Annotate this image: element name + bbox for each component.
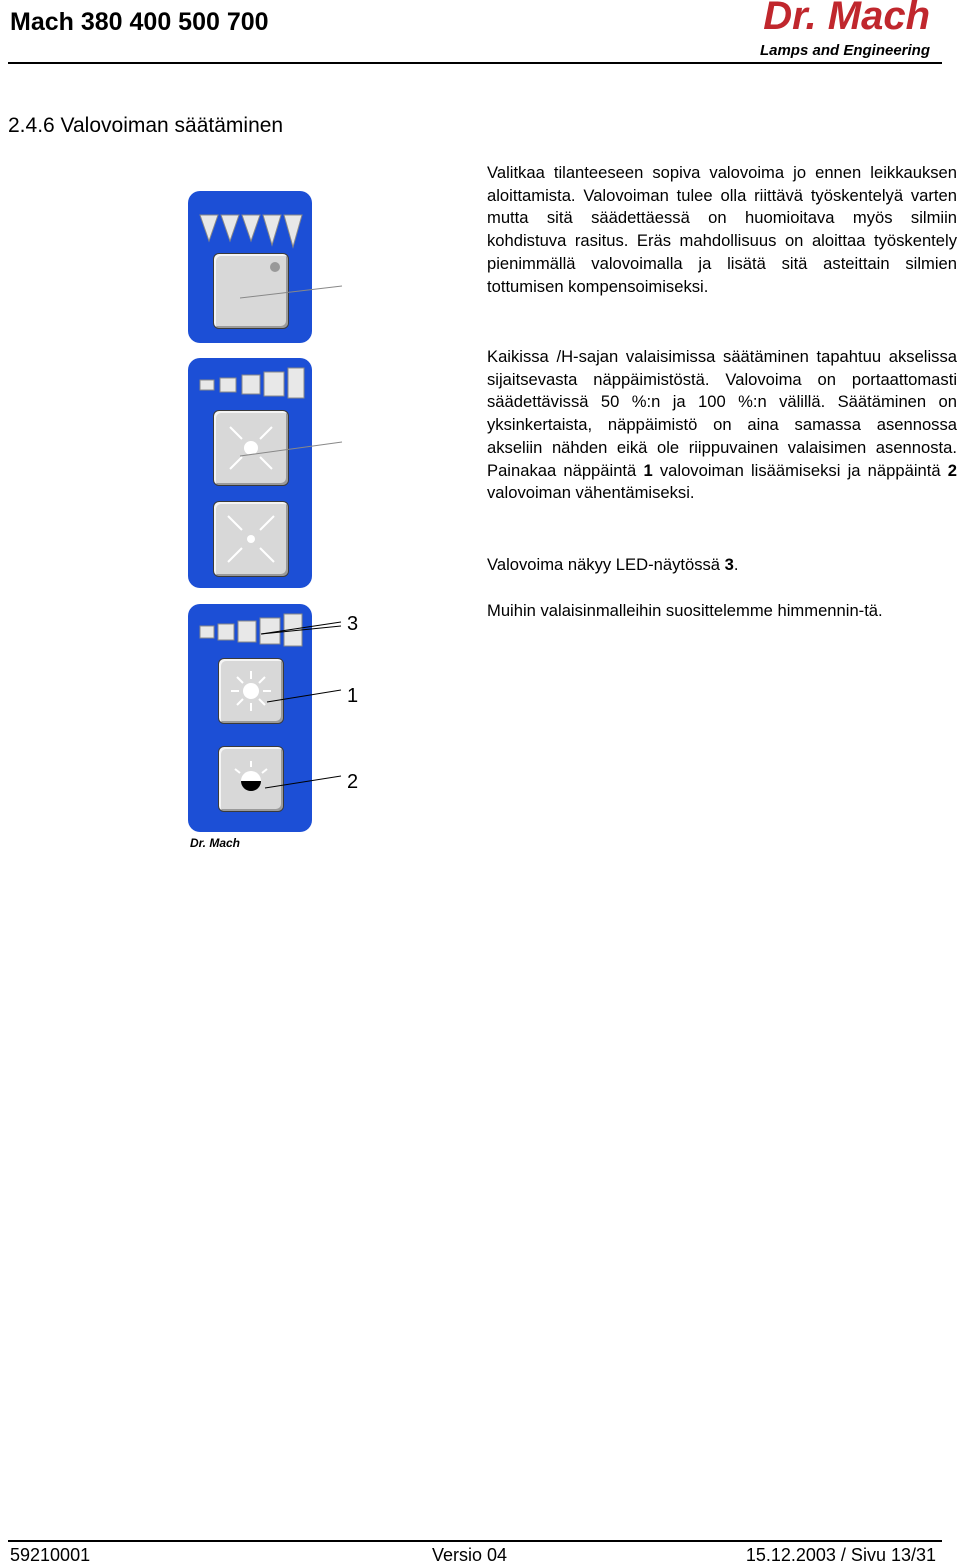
brand-logo: Dr. Mach [763,0,930,38]
pointer-line-b [240,440,344,460]
callout-2: 2 [347,771,359,793]
section-heading: 2.4.6 Valovoiman säätäminen [8,114,284,137]
footer-version: Versio 04 [432,1545,508,1565]
footer-doc-number: 59210001 [10,1545,91,1565]
led-dot-icon [270,262,280,272]
keypad-panel-b [188,358,312,588]
callout-lines [255,612,345,802]
brand-tagline: Lamps and Engineering [759,42,930,59]
paragraph-dimmer: Muihin valaisinmalleihin suosittelemme himmennin-tä. [487,601,883,620]
paragraph-led-text-a: Valovoima näkyy LED-näytössä [487,555,725,574]
pointer-line-a [240,282,344,302]
callout-3: 3 [347,613,359,635]
paragraph-keypad [487,346,957,505]
led-bar-icon [188,358,312,398]
footer-date-page: 15.12.2003 / Sivu 13/31 [745,1545,936,1565]
key-ref-1: 1 [643,460,653,480]
paragraph-keypad-text-a: Kaikissa /H-sajan valaisimissa säätäminen tapahtuu akselissa sijaitsevasta näppäimistöstä. Valovoima on portaattomasti säädettävissä 50 %:n ja 100 %:n välillä. Säätäminen on yksinkertaista, näppäimistö on aina samassa asennossa akseliin nähden eikä ole riippuvainen valaisimen asennosta. Painakaa näppäintä [487,347,957,480]
paragraph-led [487,554,957,577]
arrows-in-icon [214,502,288,576]
paragraph-keypad-text-b: valovoiman lisäämiseksi ja näppäintä [652,460,948,480]
header-rule [8,62,942,64]
decrease-button[interactable] [213,501,289,577]
figure-logo: Dr. Mach [190,836,241,850]
document-title: Mach 380 400 500 700 [10,8,269,36]
paragraph-intro: Valitkaa tilanteeseen sopiva valovoima jo ennen leikkauksen aloittamista. Valovoiman tulee olla riittävä työskentelyä varten mutta sitä säädettäessä on huomioitava myös silmiin kohdistuva rasitus. Eräs mahdollisuus on aloittaa työskentely pienimmällä valovoimalla ja lisätä sitä asteittain silmien tottumisen kompensoimiseksi. [487,163,957,296]
paragraph-led-text-b: . [733,555,739,574]
key-ref-2: 2 [947,460,957,480]
callout-1: 1 [347,685,359,707]
key-ref-3: 3 [724,555,734,574]
keypad-panel-a [188,191,312,343]
paragraph-keypad-text-c: valovoiman vähentämiseksi. [487,483,695,503]
footer-rule [8,1540,942,1542]
